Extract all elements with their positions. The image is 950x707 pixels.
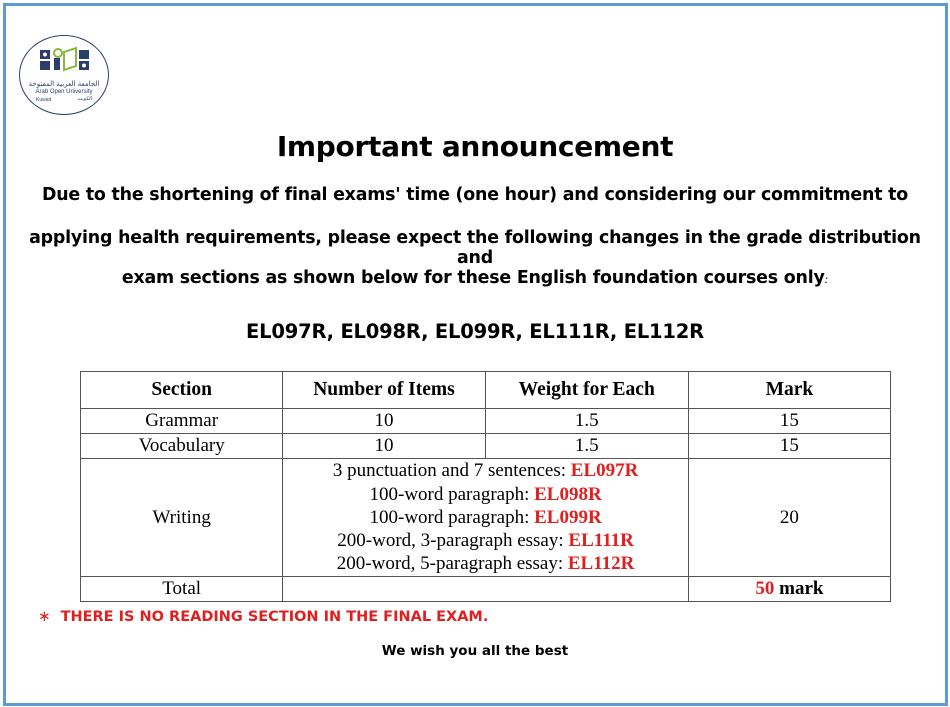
body-line-3 [20, 268, 930, 288]
cell-items: 10 [283, 409, 485, 434]
writing-task-line [283, 552, 687, 575]
cell-mark: 15 [688, 434, 890, 459]
writing-task-code: EL099R [534, 506, 602, 528]
cell-weight: 1.5 [485, 434, 688, 459]
cell-items: 10 [283, 434, 485, 459]
cell-section: Writing [81, 459, 283, 577]
cell-empty [283, 577, 688, 602]
header-mark: Mark [688, 372, 890, 409]
table-header-row [81, 372, 891, 409]
logo-city-arabic: الكويت [77, 96, 92, 102]
writing-task-code: EL111R [568, 530, 634, 552]
writing-task-code: EL098R [534, 483, 602, 505]
writing-task-text: 3 punctuation and 7 sentences: [332, 460, 571, 482]
writing-task-text: 100-word paragraph: [369, 483, 535, 505]
cell-total-mark [688, 577, 890, 602]
asterisk-icon: ∗ [38, 607, 51, 625]
writing-task-line [283, 529, 687, 552]
writing-task-line [283, 506, 687, 529]
cell-weight: 1.5 [485, 409, 688, 434]
course-codes: EL097R, EL098R, EL099R, EL111R, EL112R [246, 320, 704, 343]
total-unit: mark [774, 578, 824, 599]
writing-task-line [283, 459, 687, 482]
cell-section: Vocabulary [81, 434, 283, 459]
cell-total-label: Total [81, 577, 283, 602]
cell-writing-tasks [283, 459, 688, 577]
writing-task-line [283, 483, 687, 506]
writing-task-code: EL112R [567, 553, 635, 575]
closing-message: We wish you all the best [381, 643, 569, 659]
total-value: 50 [755, 578, 775, 599]
table-row [81, 409, 891, 434]
logo-name-english: Arab Open University [35, 89, 93, 95]
note-text: THERE IS NO READING SECTION IN THE FINAL EXAM. [60, 609, 489, 625]
cell-section: Grammar [81, 409, 283, 434]
body-line-3-colon: : [824, 273, 829, 286]
header-section: Section [81, 372, 283, 409]
body-line-1: Due to the shortening of final exams' time (one hour) and considering our commitment to [41, 185, 909, 205]
writing-task-text: 200-word, 5-paragraph essay: [336, 553, 568, 575]
announcement-title: Important announcement [276, 130, 674, 163]
cell-mark: 20 [688, 459, 890, 577]
header-number-of-items: Number of Items [283, 372, 485, 409]
writing-task-text: 200-word, 3-paragraph essay: [337, 530, 569, 552]
writing-task-text: 100-word paragraph: [369, 506, 535, 528]
logo-city-english: Kuwait [36, 97, 52, 103]
university-logo [19, 35, 109, 115]
table-row-total [81, 577, 891, 602]
logo-name-arabic: الجامعة العربية المفتوحة [28, 80, 100, 88]
table-row-writing [81, 459, 891, 577]
body-line-3-text: exam sections as shown below for these English foundation courses only [121, 268, 825, 288]
grade-distribution-table [80, 371, 891, 602]
writing-task-code: EL097R [570, 460, 639, 482]
reading-section-note [38, 607, 488, 625]
header-weight: Weight for Each [485, 372, 688, 409]
logo-emblem-icon [20, 36, 108, 114]
cell-mark: 15 [688, 409, 890, 434]
body-line-2: applying health requirements, please expect the following changes in the grade distribution and [29, 228, 921, 268]
table-row [81, 434, 891, 459]
